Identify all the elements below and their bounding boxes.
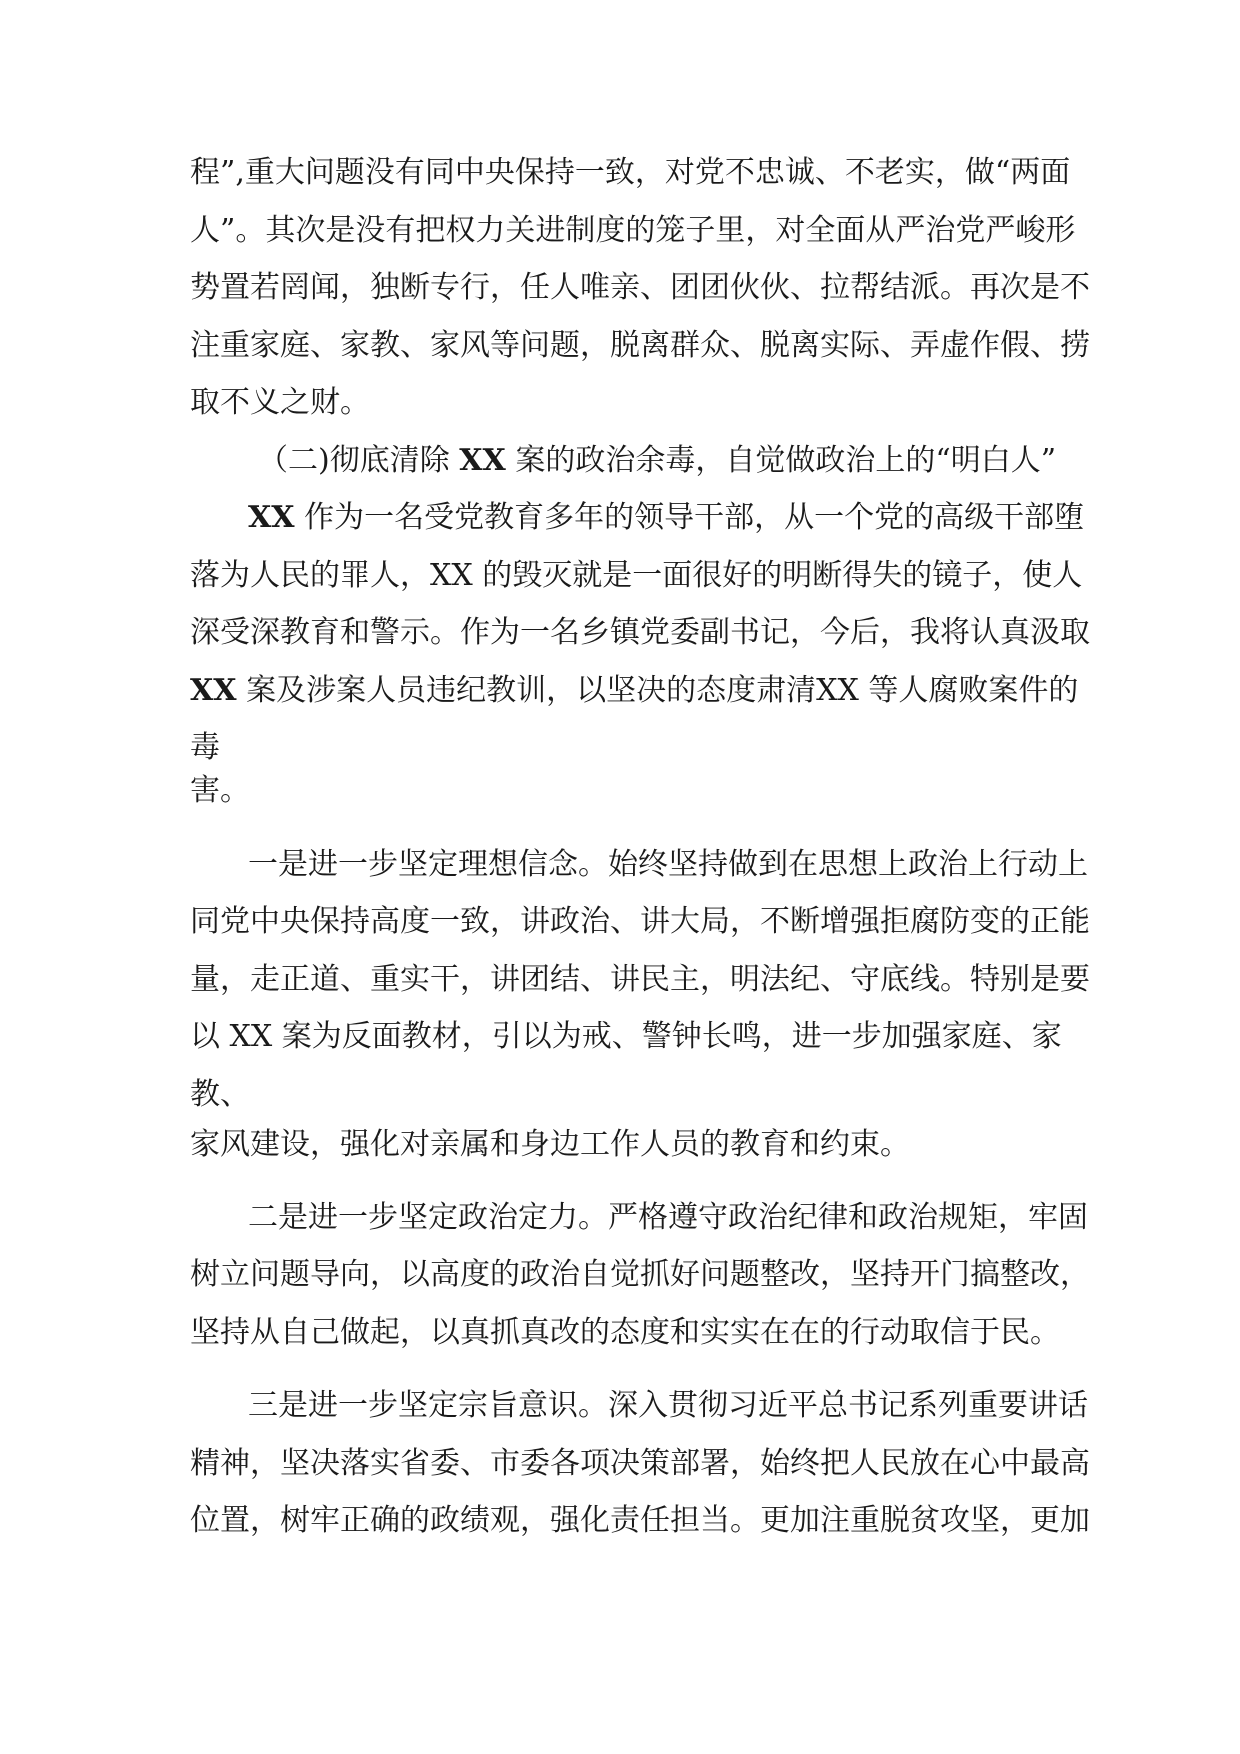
case-name: XX [190, 673, 237, 708]
paragraph-line: 三是进一步坚定宗旨意识。深入贯彻习近平总书记系列重要讲话 [248, 1388, 1088, 1423]
paragraph-line: 树立问题导向，以高度的政治自觉抓好问题整改，坚持开门搞整改， [190, 1257, 1090, 1292]
paragraph-line: 取不义之财。 [190, 385, 370, 420]
paragraph-line: 位置，树牢正确的政绩观，强化责任担当。更加注重脱贫攻坚，更加 [190, 1503, 1090, 1538]
heading-part: （二)彻底清除 [258, 443, 450, 478]
paragraph-line: 家风建设，强化对亲属和身边工作人员的教育和约束。 [190, 1127, 910, 1162]
paragraph-line [248, 498, 1084, 538]
paragraph-line: 势置若罔闻，独断专行，任人唯亲、团团伙伙、拉帮结派。再次是不 [190, 270, 1090, 305]
paragraph-line: 毒 [190, 730, 220, 765]
paragraph-line: 落为人民的罪人，XX 的毁灭就是一面很好的明断得失的镜子，使人 [190, 558, 1083, 593]
paragraph-line: 同党中央保持高度一致，讲政治、讲大局，不断增强拒腐防变的正能 [190, 904, 1090, 939]
heading-case-name: XX [459, 443, 506, 478]
line-text: 作为一名受党教育多年的领导干部，从一个党的高级干部堕 [304, 500, 1085, 535]
heading-part: 案的政治余毒，自觉做政治上的“明白人” [515, 443, 1057, 478]
paragraph-line: 坚持从自己做起，以真抓真改的态度和实实在在的行动取信于民。 [190, 1315, 1060, 1350]
paragraph-line: 注重家庭、家教、家风等问题，脱离群众、脱离实际、弄虚作假、捞 [190, 328, 1090, 363]
paragraph-line: 深受深教育和警示。作为一名乡镇党委副书记，今后，我将认真汲取 [190, 615, 1090, 650]
case-name: XX [248, 500, 295, 535]
paragraph-line: 程”,重大问题没有同中央保持一致，对党不忠诚、不老实，做“两面 [190, 155, 1071, 190]
paragraph-line [190, 671, 1078, 711]
paragraph-line: 害。 [190, 773, 250, 808]
section-heading [258, 441, 1056, 481]
paragraph-line: 二是进一步坚定政治定力。严格遵守政治纪律和政治规矩，牢固 [248, 1200, 1088, 1235]
paragraph-line: 量，走正道、重实干，讲团结、讲民主，明法纪、守底线。特别是要 [190, 962, 1090, 997]
paragraph-line: 人”。其次是没有把权力关进制度的笼子里，对全面从严治党严峻形 [190, 213, 1076, 248]
paragraph-line: 一是进一步坚定理想信念。始终坚持做到在思想上政治上行动上 [248, 847, 1088, 882]
line-text: 案及涉案人员违纪教训，以坚决的态度肃清XX 等人腐败案件的 [246, 673, 1079, 708]
paragraph-line: 精神，坚决落实省委、市委各项决策部署，始终把人民放在心中最高 [190, 1446, 1090, 1481]
paragraph-line: 教、 [190, 1077, 250, 1112]
paragraph-line: 以 XX 案为反面教材，引以为戒、警钟长鸣，进一步加强家庭、家 [190, 1019, 1062, 1054]
